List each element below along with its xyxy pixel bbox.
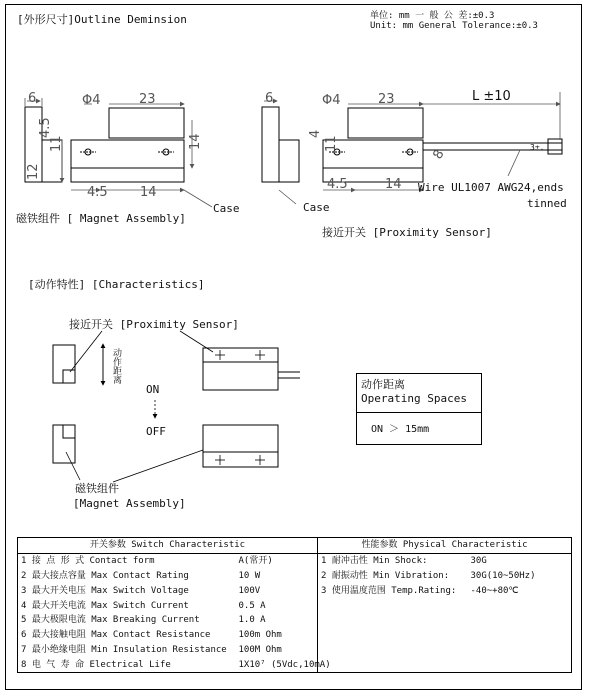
characteristics-section-title: [动作特性] [Characteristics] [28,278,205,291]
table-row [18,628,572,643]
physical-label [318,613,468,628]
svg-text:Φ4: Φ4 [82,93,101,108]
wire-label-line1: Wire UL1007 AWG24,ends [418,181,564,194]
switch-label: 3 最大开关电压 Max Switch Voltage [21,585,189,596]
physical-label: 3 使用温度范围 Temp.Rating: [321,585,457,596]
svg-text:4.5: 4.5 [87,185,108,200]
svg-text:6: 6 [265,91,274,106]
physical-header: 性能参数 Physical Characteristic [318,538,572,554]
switch-label: 5 最大极限电流 Max Breaking Current [21,615,200,626]
svg-text:8: 8 [430,147,448,162]
table-row [18,657,572,672]
switch-value: 10 W [236,569,318,584]
physical-value [468,657,572,672]
box-divider [357,412,481,413]
svg-text:4: 4 [308,129,323,138]
svg-text:14: 14 [140,185,157,200]
wire-small-dim: 3±. [530,143,545,152]
switch-value: 100V [236,583,318,598]
svg-text:6: 6 [28,91,37,106]
svg-text:4.5: 4.5 [327,177,348,192]
on-label: ON [146,383,160,396]
unit-en: Unit: mm General Tolerance:±0.3 [370,21,538,31]
switch-label: 1 接 点 形 式 Contact form [21,556,155,567]
physical-label: 2 耐振动性 Min Vibration: [321,570,450,581]
switch-value: A(常开) [236,553,318,568]
box-title-en: Operating Spaces [361,392,467,405]
physical-label [318,657,468,672]
switch-header: 开关参数 Switch Characteristic [18,538,318,554]
switch-label: 2 最大接点容量 Max Contact Rating [21,570,189,581]
physical-label [318,628,468,643]
physical-value [468,628,572,643]
length-label: L ±10 [472,89,511,104]
proximity-sensor-drawing [262,107,562,182]
switch-value: 1X10⁷ (5Vdc,10mA) [236,657,318,672]
magnet-assembly-label: 磁铁组件 [ Magnet Assembly] [16,212,186,225]
svg-text:12: 12 [26,163,41,180]
physical-label [318,598,468,613]
svg-text:Φ4: Φ4 [322,93,341,108]
table-row [18,553,572,568]
table-row [18,569,572,584]
switch-label: 6 最大接触电阻 Max Contact Resistance [21,630,211,641]
svg-text:23: 23 [139,92,156,107]
proximity-sensor-label: 接近开关 [Proximity Sensor] [322,226,492,239]
physical-value [468,613,572,628]
svg-text:14: 14 [188,133,203,150]
physical-value: 30G(10~50Hz) [470,570,536,581]
switch-label: 8 电 气 寿 命 Electrical Life [21,659,171,670]
off-label: OFF [146,425,166,438]
svg-text:11: 11 [49,135,64,152]
operating-spaces-box [356,373,482,445]
physical-label [318,643,468,658]
unit-cn: 单位: mm 一 般 公 差:±0.3 [370,11,495,21]
char-sensor-label: 接近开关 [Proximity Sensor] [69,318,239,331]
table-row [18,583,572,598]
switch-label: 4 最大开关电流 Max Switch Current [21,600,189,611]
spec-header-row [18,538,572,554]
char-magnet-en: [Magnet Assembly] [73,497,186,510]
case-label-right: Case [303,201,330,214]
case-label-left: Case [213,202,240,215]
svg-text:11: 11 [324,135,339,152]
distance-vertical-label: 动作距离 [111,348,121,384]
spec-table [17,537,572,673]
physical-value: -40~+80℃ [470,585,519,596]
box-value: ON ＞ 15mm [371,424,430,435]
switch-label: 7 最小绝缘电阻 Min Insulation Resistance [21,644,227,655]
svg-text:14: 14 [385,177,402,192]
box-title-cn: 动作距离 [361,378,405,391]
switch-value: 100m Ohm [236,628,318,643]
table-row [18,598,572,613]
outline-section-title: [外形尺寸]Outline Deminsion [17,13,187,26]
svg-text:4.5: 4.5 [38,117,53,138]
switch-value: 0.5 A [236,598,318,613]
table-row [18,643,572,658]
switch-value: 1.0 A [236,613,318,628]
physical-label: 1 耐冲击性 Min Shock: [321,556,428,567]
physical-value: 30G [470,556,487,567]
physical-value [468,643,572,658]
physical-value [468,598,572,613]
switch-value: 100M Ohm [236,643,318,658]
characteristics-drawing [53,345,300,467]
svg-text:23: 23 [378,92,395,107]
char-magnet-cn: 磁铁组件 [75,482,119,495]
wire-label-line2: tinned [527,197,567,210]
table-row [18,613,572,628]
